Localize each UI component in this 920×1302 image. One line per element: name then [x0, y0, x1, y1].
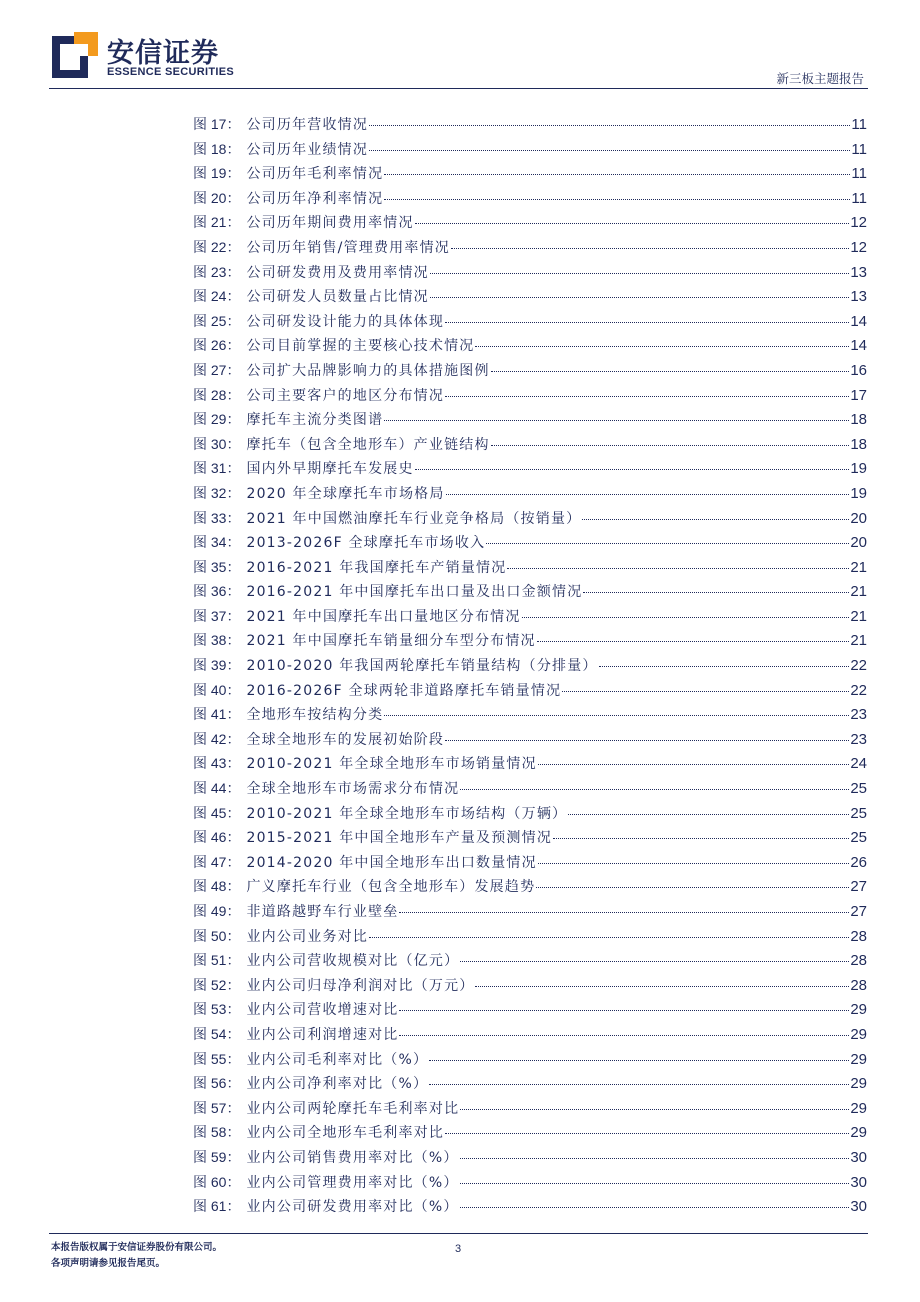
dot-leader — [384, 189, 850, 200]
toc-entry[interactable] — [193, 385, 867, 410]
figure-title[interactable]: 全球全地形车市场需求分布情况 — [246, 781, 460, 798]
figure-title[interactable]: 公司扩大品牌影响力的具体措施图例 — [246, 362, 490, 379]
figure-page-number[interactable]: 12 — [850, 238, 867, 256]
toc-entry[interactable] — [193, 458, 867, 483]
figure-page-number[interactable]: 20 — [850, 534, 867, 552]
figure-title[interactable]: 全地形车按结构分类 — [246, 707, 384, 724]
dot-leader — [451, 238, 849, 249]
figure-number: 图 42： — [193, 730, 241, 747]
figure-page-number[interactable]: 14 — [850, 312, 867, 330]
page-number: 3 — [455, 1243, 462, 1255]
figure-page-number[interactable]: 25 — [850, 804, 867, 822]
copyright-notice: 本报告版权属于安信证券股份有限公司。 — [51, 1242, 223, 1253]
figure-title[interactable]: 2013-2026F 全球摩托车市场收入 — [246, 535, 486, 552]
toc-entry[interactable] — [193, 212, 867, 237]
toc-entry[interactable] — [193, 803, 867, 828]
footer-notice — [51, 1240, 222, 1272]
figure-title[interactable]: 业内公司营收增速对比 — [246, 1002, 399, 1019]
toc-entry[interactable] — [193, 827, 867, 852]
figure-title[interactable]: 摩托车主流分类图谱 — [246, 412, 384, 429]
figure-number: 图 17： — [193, 116, 241, 132]
figure-number: 图 49： — [193, 903, 241, 919]
figure-page-number[interactable]: 11 — [851, 140, 867, 158]
toc-entry[interactable] — [193, 163, 867, 188]
dot-leader — [429, 1050, 849, 1061]
figure-title[interactable]: 公司历年销售/管理费用率情况 — [246, 239, 450, 256]
toc-entry[interactable] — [193, 139, 867, 164]
figure-page-number[interactable]: 23 — [850, 730, 867, 748]
figure-number: 图 25： — [193, 312, 241, 329]
figure-number: 图 34： — [193, 534, 241, 551]
figure-number: 图 20： — [193, 189, 241, 206]
figure-title[interactable]: 业内公司两轮摩托车毛利率对比 — [246, 1100, 460, 1117]
figure-number: 图 23： — [193, 263, 241, 280]
figure-number: 图 52： — [193, 976, 241, 993]
dot-leader — [460, 1148, 850, 1159]
toc-entry[interactable] — [193, 409, 867, 434]
figure-title[interactable]: 业内公司利润增速对比 — [246, 1026, 399, 1043]
figure-number: 图 21： — [193, 214, 241, 231]
figure-page-number[interactable]: 30 — [850, 1173, 867, 1191]
toc-entry[interactable] — [193, 1049, 867, 1074]
figure-title[interactable]: 公司研发人员数量占比情况 — [246, 289, 429, 306]
figure-title[interactable]: 2016-2026F 全球两轮非道路摩托车销量情况 — [246, 682, 562, 699]
toc-entry[interactable] — [193, 237, 867, 262]
dot-leader — [429, 1074, 849, 1085]
toc-entry[interactable] — [193, 606, 867, 631]
toc-entry[interactable] — [193, 655, 867, 680]
figure-page-number[interactable]: 28 — [850, 976, 867, 994]
figure-title[interactable]: 业内公司净利率对比（%） — [246, 1076, 429, 1093]
figure-number: 图 47： — [193, 853, 241, 870]
figure-page-number[interactable]: 11 — [851, 116, 867, 133]
dot-leader — [415, 213, 850, 224]
figure-title[interactable]: 2010-2020 年我国两轮摩托车销量结构（分排量） — [246, 658, 598, 675]
dot-leader — [445, 312, 849, 323]
figure-title[interactable]: 2021 年中国摩托车出口量地区分布情况 — [246, 608, 521, 625]
figure-title[interactable]: 非道路越野车行业壁垒 — [246, 904, 399, 920]
figure-number: 图 50： — [193, 927, 241, 944]
toc-entry[interactable] — [193, 876, 867, 901]
dot-leader — [599, 656, 850, 667]
figure-number: 图 26： — [193, 337, 241, 354]
page-header — [0, 0, 920, 92]
dot-leader — [399, 902, 849, 913]
toc-entry[interactable] — [193, 508, 867, 533]
figure-title[interactable]: 2015-2021 年中国全地形车产量及预测情况 — [246, 830, 553, 847]
figure-title[interactable]: 业内公司管理费用率对比（%） — [246, 1174, 459, 1191]
dot-leader — [460, 951, 849, 962]
figure-page-number[interactable]: 30 — [850, 1198, 867, 1216]
dot-leader — [536, 877, 849, 888]
figure-title[interactable]: 国内外早期摩托车发展史 — [246, 461, 414, 478]
figure-title[interactable]: 公司历年营收情况 — [246, 117, 369, 133]
dot-leader — [491, 361, 850, 372]
figure-page-number[interactable]: 19 — [850, 460, 867, 478]
dot-leader — [460, 1099, 849, 1110]
toc-entry[interactable] — [193, 704, 867, 729]
figure-page-number[interactable]: 29 — [850, 1001, 867, 1019]
figure-title[interactable]: 公司研发设计能力的具体体现 — [246, 313, 445, 330]
figure-title[interactable]: 业内公司毛利率对比（%） — [246, 1051, 429, 1068]
toc-entry[interactable] — [193, 188, 867, 213]
figure-title[interactable]: 业内公司研发费用率对比（%） — [246, 1199, 459, 1216]
figure-number: 图 36： — [193, 583, 241, 600]
toc-entry[interactable] — [193, 999, 867, 1024]
toc-entry[interactable] — [193, 1073, 867, 1098]
figure-page-number[interactable]: 29 — [850, 1025, 867, 1043]
dot-leader — [537, 631, 850, 642]
toc-entry[interactable] — [193, 360, 867, 385]
figure-page-number[interactable]: 18 — [850, 411, 867, 429]
figure-title[interactable]: 公司目前掌握的主要核心技术情况 — [246, 338, 475, 355]
dot-leader — [562, 681, 849, 692]
figure-page-number[interactable]: 14 — [850, 337, 867, 355]
report-type: 新三板主题报告 — [776, 71, 864, 86]
figure-page-number[interactable]: 26 — [850, 853, 867, 871]
figure-page-number[interactable]: 13 — [850, 263, 867, 281]
toc-entry[interactable] — [193, 581, 867, 606]
toc-entry[interactable] — [193, 729, 867, 754]
figure-title[interactable]: 业内公司销售费用率对比（%） — [246, 1149, 459, 1166]
dot-leader — [522, 607, 850, 618]
figure-page-number[interactable]: 11 — [851, 189, 867, 207]
dot-leader — [384, 705, 849, 716]
figure-page-number[interactable]: 12 — [850, 214, 867, 232]
toc-entry[interactable] — [193, 1098, 867, 1123]
toc-entry[interactable] — [193, 262, 867, 287]
figure-title[interactable]: 公司主要客户的地区分布情况 — [246, 387, 445, 404]
toc-entry[interactable] — [193, 630, 867, 655]
figure-number: 图 55： — [193, 1050, 241, 1067]
figure-page-number[interactable]: 19 — [850, 484, 867, 502]
figure-number: 图 33： — [193, 509, 241, 526]
dot-leader — [369, 140, 850, 151]
figure-title[interactable]: 摩托车（包含全地形车）产业链结构 — [246, 436, 490, 453]
figure-title[interactable]: 公司历年毛利率情况 — [246, 166, 384, 183]
dot-leader — [486, 533, 849, 544]
figure-number: 图 48： — [193, 878, 241, 895]
toc-entry[interactable] — [193, 114, 867, 139]
dot-leader — [583, 582, 849, 593]
figure-number: 图 39： — [193, 657, 241, 674]
figure-title[interactable]: 2021 年中国摩托车销量细分车型分布情况 — [246, 633, 536, 650]
figure-title[interactable]: 2016-2021 年我国摩托车产销量情况 — [246, 559, 507, 576]
dot-leader — [553, 828, 849, 839]
figure-page-number[interactable]: 22 — [850, 657, 867, 675]
figure-number: 图 38： — [193, 632, 241, 649]
figure-number: 图 58： — [193, 1124, 241, 1141]
toc-entry[interactable] — [193, 680, 867, 705]
figure-page-number[interactable]: 21 — [850, 583, 867, 601]
dot-leader — [538, 754, 849, 765]
toc-entry[interactable] — [193, 1196, 867, 1221]
figure-title[interactable]: 业内公司营收规模对比（亿元） — [246, 953, 460, 970]
figure-number: 图 56： — [193, 1075, 241, 1092]
toc-entry[interactable] — [193, 852, 867, 877]
figure-title[interactable]: 2014-2020 年中国全地形车出口数量情况 — [246, 854, 537, 871]
figure-number: 图 40： — [193, 681, 241, 698]
toc-entry[interactable] — [193, 950, 867, 975]
figure-title[interactable]: 2010-2021 年全球全地形车市场销量情况 — [246, 756, 537, 773]
header-divider — [49, 88, 868, 89]
figure-title[interactable]: 全球全地形车的发展初始阶段 — [246, 731, 445, 748]
figure-number: 图 61： — [193, 1198, 241, 1215]
figure-number: 图 35： — [193, 558, 241, 575]
dot-leader — [475, 336, 849, 347]
figure-title[interactable]: 业内公司业务对比 — [246, 928, 369, 945]
figure-title[interactable]: 2016-2021 年中国摩托车出口量及出口金额情况 — [246, 584, 583, 601]
figure-page-number[interactable]: 30 — [850, 1148, 867, 1166]
toc-entry[interactable] — [193, 1024, 867, 1049]
toc-entry[interactable] — [193, 926, 867, 951]
toc-entry[interactable] — [193, 753, 867, 778]
figure-page-number[interactable]: 29 — [850, 1099, 867, 1117]
toc-entry[interactable] — [193, 1172, 867, 1197]
dot-leader — [430, 287, 849, 298]
figure-number: 图 54： — [193, 1025, 241, 1042]
figure-page-number[interactable]: 16 — [850, 361, 867, 379]
dot-leader — [507, 558, 849, 569]
toc-entry[interactable] — [193, 434, 867, 459]
figure-page-number[interactable]: 28 — [850, 952, 867, 970]
figure-page-number[interactable]: 18 — [850, 435, 867, 453]
figure-page-number[interactable]: 21 — [850, 558, 867, 576]
figure-number: 图 51： — [193, 952, 241, 969]
toc-entry[interactable] — [193, 975, 867, 1000]
figure-number: 图 60： — [193, 1173, 241, 1190]
toc-entry[interactable] — [193, 1122, 867, 1147]
dot-leader — [475, 976, 849, 987]
figure-number: 图 22： — [193, 238, 241, 255]
figure-title[interactable]: 公司历年业绩情况 — [246, 141, 369, 158]
figure-page-number[interactable]: 21 — [850, 607, 867, 625]
figure-title[interactable]: 广义摩托车行业（包含全地形车）发展趋势 — [246, 879, 536, 896]
figure-title[interactable]: 公司研发费用及费用率情况 — [246, 264, 429, 281]
figure-page-number[interactable]: 23 — [850, 706, 867, 724]
toc-entry[interactable] — [193, 311, 867, 336]
figure-number: 图 53： — [193, 1001, 241, 1018]
figure-number: 图 31： — [193, 460, 241, 477]
figure-page-number[interactable]: 29 — [850, 1124, 867, 1142]
toc-entry[interactable] — [193, 557, 867, 582]
dot-leader — [446, 484, 850, 495]
footer-divider — [49, 1233, 868, 1234]
figure-page-number[interactable]: 17 — [850, 386, 867, 404]
figure-number: 图 30： — [193, 435, 241, 452]
dot-leader — [384, 410, 849, 421]
dot-leader — [415, 459, 850, 470]
dot-leader — [491, 435, 850, 446]
figure-number: 图 45： — [193, 804, 241, 821]
figure-title[interactable]: 2021 年中国燃油摩托车行业竞争格局（按销量） — [246, 510, 582, 527]
figure-page-number[interactable]: 24 — [850, 755, 867, 773]
figure-page-number[interactable]: 11 — [851, 165, 867, 183]
dot-leader — [399, 1000, 849, 1011]
dot-leader — [538, 853, 849, 864]
figure-number: 图 32： — [193, 484, 241, 501]
figure-page-number[interactable]: 29 — [850, 1075, 867, 1093]
figure-page-number[interactable]: 29 — [850, 1050, 867, 1068]
figure-page-number[interactable]: 27 — [850, 878, 867, 896]
figure-number: 图 37： — [193, 607, 241, 624]
figure-page-number[interactable]: 25 — [850, 829, 867, 847]
toc-entry[interactable] — [193, 286, 867, 311]
dot-leader — [460, 1173, 850, 1184]
figure-number: 图 18： — [193, 140, 241, 157]
figure-number: 图 46： — [193, 829, 241, 846]
disclaimer-notice: 各项声明请参见报告尾页。 — [51, 1258, 166, 1269]
essence-logo-icon — [52, 32, 98, 78]
toc-entry[interactable] — [193, 1147, 867, 1172]
figure-title[interactable]: 业内公司全地形车毛利率对比 — [246, 1125, 445, 1142]
figure-title[interactable]: 公司历年期间费用率情况 — [246, 215, 414, 232]
dot-leader — [384, 164, 850, 175]
dot-leader — [445, 1123, 849, 1134]
figure-index-list — [193, 114, 867, 1221]
figure-page-number[interactable]: 27 — [850, 903, 867, 920]
figure-number: 图 24： — [193, 288, 241, 305]
dot-leader — [568, 804, 849, 815]
figure-page-number[interactable]: 20 — [850, 509, 867, 527]
toc-entry[interactable] — [193, 532, 867, 557]
dot-leader — [460, 779, 849, 790]
figure-page-number[interactable]: 21 — [850, 632, 867, 650]
figure-number: 图 41： — [193, 706, 241, 723]
figure-title[interactable]: 2020 年全球摩托车市场格局 — [246, 485, 445, 502]
figure-page-number[interactable]: 28 — [850, 927, 867, 945]
figure-page-number[interactable]: 13 — [850, 288, 867, 306]
toc-entry[interactable] — [193, 778, 867, 803]
figure-number: 图 29： — [193, 411, 241, 428]
toc-entry[interactable] — [193, 483, 867, 508]
brand-name-en: ESSENCE SECURITIES — [107, 66, 235, 78]
figure-page-number[interactable]: 22 — [850, 681, 867, 699]
figure-title[interactable]: 业内公司归母净利润对比（万元） — [246, 977, 475, 994]
figure-number: 图 28： — [193, 386, 241, 403]
figure-number: 图 44： — [193, 780, 241, 797]
figure-title[interactable]: 2010-2021 年全球全地形车市场结构（万辆） — [246, 805, 568, 822]
dot-leader — [369, 115, 850, 126]
toc-entry[interactable] — [193, 901, 867, 926]
figure-number: 图 57： — [193, 1099, 241, 1116]
dot-leader — [430, 263, 849, 274]
dot-leader — [445, 386, 849, 397]
dot-leader — [399, 1025, 849, 1036]
brand-name-cn: 安信证券 — [107, 38, 219, 69]
figure-number: 图 59： — [193, 1148, 241, 1165]
dot-leader — [369, 927, 849, 938]
toc-entry[interactable] — [193, 335, 867, 360]
figure-number: 图 19： — [193, 165, 241, 182]
figure-number: 图 43： — [193, 755, 241, 772]
dot-leader — [445, 730, 849, 741]
dot-leader — [582, 509, 849, 520]
dot-leader — [460, 1197, 850, 1208]
figure-page-number[interactable]: 25 — [850, 780, 867, 798]
figure-number: 图 27： — [193, 361, 241, 378]
figure-title[interactable]: 公司历年净利率情况 — [246, 190, 384, 207]
